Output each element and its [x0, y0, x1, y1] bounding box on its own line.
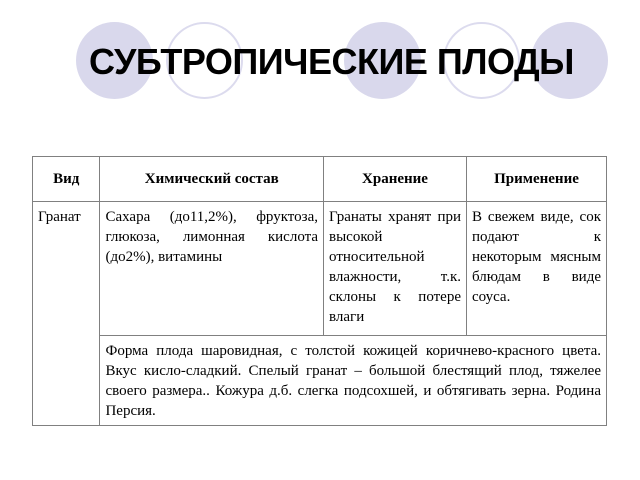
table-header-row — [33, 157, 607, 202]
slide-title: СУБТРОПИЧЕСКИЕ ПЛОДЫ — [89, 41, 574, 82]
fruit-table — [32, 156, 607, 426]
table-row — [33, 202, 607, 336]
cell-vid: Гранат — [33, 202, 100, 426]
table-row-description — [33, 336, 607, 426]
header-storage: Хранение — [324, 157, 467, 202]
cell-storage: Гранаты хранят при высокой относительной влажности, т.к. склоны к потере влаги — [324, 202, 467, 336]
header-chemical-composition: Химический состав — [100, 157, 324, 202]
header-vid: Вид — [33, 157, 100, 202]
cell-chemical-composition: Сахара (до11,2%), фруктоза, глюкоза, лимонная кислота (до2%), витамины — [100, 202, 324, 336]
cell-description: Форма плода шаровидная, с толстой кожицей коричнево-красного цвета. Вкус кисло-сладкий. Спелый гранат – большой блестящий плод, тяжелее своего размера.. Кожура д.б. слегка подсохшей, и обтягивать зерна. Родина Персия. — [100, 336, 607, 426]
header-usage: Применение — [467, 157, 607, 202]
cell-usage: В свежем виде, сок подают к некоторым мясным блюдам в виде соуса. — [467, 202, 607, 336]
